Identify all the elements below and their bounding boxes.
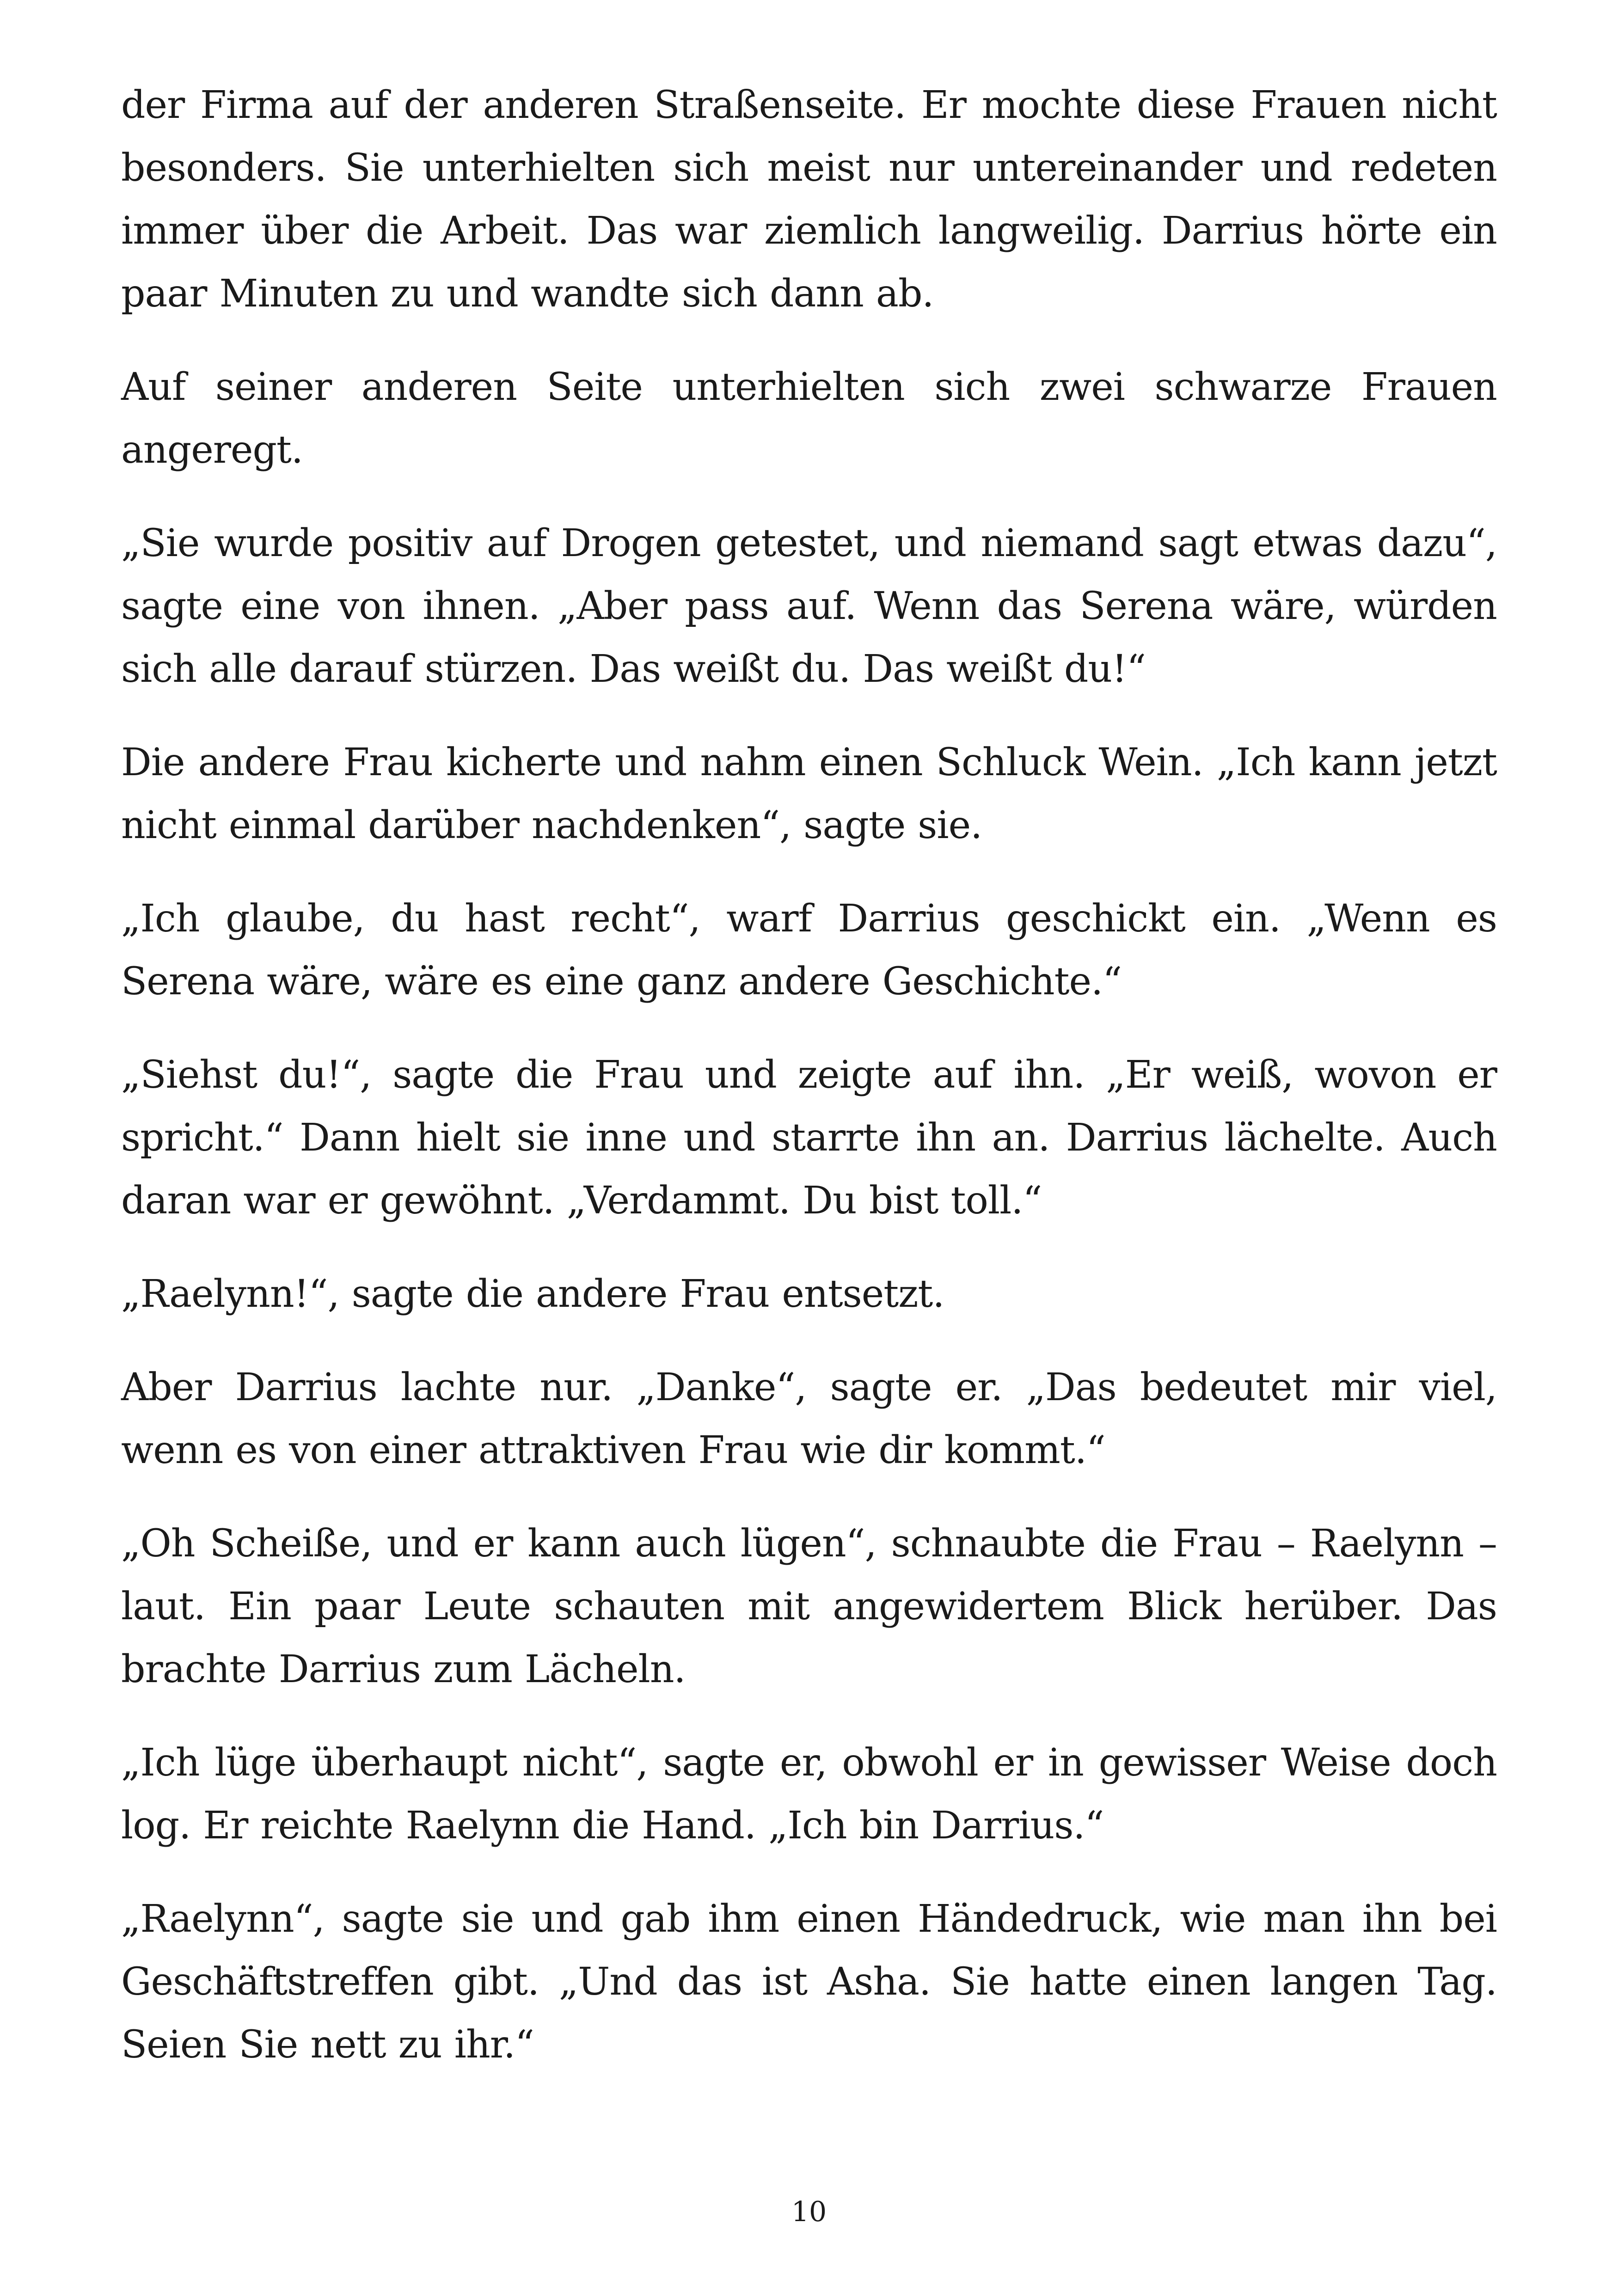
paragraph: „Oh Scheiße, und er kann auch lügen“, schnaubte die Frau – Raelynn – laut. Ein paar Leute schauten mit angewidertem Blick herüber. Das brachte Darrius zum Lächeln.	[121, 1522, 1497, 1691]
paragraph: „Ich lüge überhaupt nicht“, sagte er, obwohl er in gewisser Weise doch log. Er reichte Raelynn die Hand. „Ich bin Darrius.“	[121, 1741, 1497, 1848]
page-number: 10	[791, 2196, 827, 2228]
paragraph: „Raelynn“, sagte sie und gab ihm einen Händedruck, wie man ihn bei Geschäftstreffen gibt. „Und das ist Asha. Sie hatte einen langen Tag. Seien Sie nett zu ihr.“	[121, 1897, 1497, 2067]
paragraph: Die andere Frau kicherte und nahm einen Schluck Wein. „Ich kann jetzt nicht einmal darüber nachdenken“, sagte sie.	[121, 741, 1497, 847]
paragraph: Aber Darrius lachte nur. „Danke“, sagte er. „Das bedeutet mir viel, wenn es von einer attraktiven Frau wie dir kommt.“	[121, 1365, 1497, 1472]
paragraph: „Siehst du!“, sagte die Frau und zeigte auf ihn. „Er weiß, wovon er spricht.“ Dann hielt sie inne und starrte ihn an. Darrius lächelte. Auch daran war er gewöhnt. „Verdammt. Du bist toll.“	[121, 1053, 1497, 1223]
paragraph: „Sie wurde positiv auf Drogen getestet, und niemand sagt etwas dazu“, sagte eine von ihnen. „Aber pass auf. Wenn das Serena wäre, würden sich alle darauf stürzen. Das weißt du. Das weißt du!“	[121, 521, 1497, 691]
paragraph: „Ich glaube, du hast recht“, warf Darrius geschickt ein. „Wenn es Serena wäre, wäre es eine ganz andere Geschichte.“	[121, 897, 1497, 1004]
paragraph: Auf seiner anderen Seite unterhielten sich zwei schwarze Frauen angeregt.	[121, 365, 1497, 472]
paragraph: „Raelynn!“, sagte die andere Frau entsetzt.	[121, 1272, 944, 1316]
text-body	[121, 74, 1497, 2107]
paragraph: der Firma auf der anderen Straßenseite. Er mochte diese Frauen nicht besonders. Sie unterhielten sich meist nur untereinander und redeten immer über die Arbeit. Das war ziemlich langweilig. Darrius hörte ein paar Minuten zu und wandte sich dann ab.	[121, 83, 1497, 316]
